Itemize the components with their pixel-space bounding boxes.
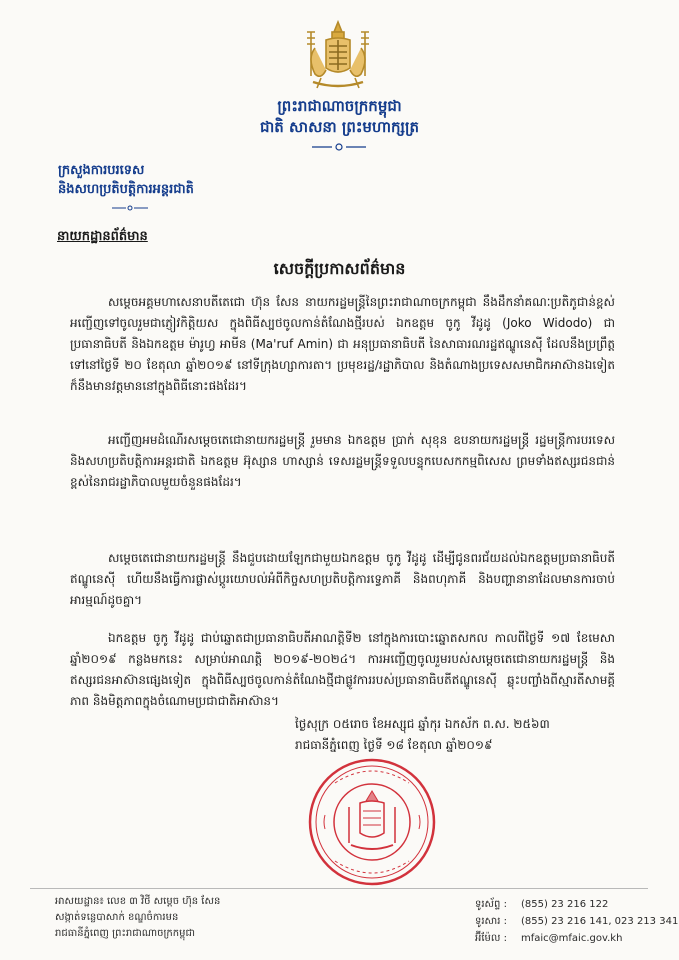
fax-row: [475, 913, 678, 930]
paragraph-1: សម្តេចអគ្គមហាសេនាបតីតេជោ ហ៊ុន សែន នាយករដ្ឋមន្ត្រីនៃព្រះរាជាណាចក្រកម្ពុជា នឹងដឹកនាំគណៈប្រតិភូជាន់ខ្ពស់អញ្ជើញទៅចូលរួមជាភ្ញៀវកិត្តិយស ក្នុងពិធីស្បថចូលកាន់តំណែងថ្មីរបស់ ឯកឧត្តម ចូកូ វីដូដូ (Joko Widodo) ជា ប្រធានាធិបតី និងឯកឧត្តម ម៉ារូហ្វ អាមីន (Ma'ruf Amin) ជា អនុប្រធានាធិបតី នៃសាធារណរដ្ឋឥណ្ឌូនេស៊ី ដែលនឹងប្រព្រឹត្តទៅនៅថ្ងៃទី ២០ ខែតុលា ឆ្នាំ២០១៩ នៅទីក្រុងហ្សាការតា។ ប្រមុខរដ្ឋ/រដ្ឋាភិបាល និងតំណាងប្រទេសសមាជិកអាស៊ានឯទៀត ក៏នឹងមានវត្តមាននៅក្នុងពិធីនោះផងដែរ។: [70, 295, 615, 393]
phone-value: (855) 23 216 122: [521, 899, 609, 910]
footer-address: [55, 894, 220, 942]
email-label: អ៊ីម៉ែល :: [475, 933, 507, 944]
ministry-name-line1: ក្រសួងការបរទេស: [58, 163, 145, 178]
address-line-1: អាសយដ្ឋាន៖ លេខ ៣ វិថី សម្តេច ហ៊ុន សែន: [55, 896, 221, 907]
divider-ornament-icon: [310, 142, 368, 152]
lunar-date: ថ្ងៃសុក្រ ០៥រោច ខែអស្សុជ ឆ្នាំកុរ ឯកស័ក ព.ស. ២៥៦៣: [295, 717, 550, 731]
ministry-divider-icon: [110, 204, 150, 212]
footer-divider: [30, 888, 648, 889]
fax-label: ទូរសារ :: [475, 916, 507, 927]
address-line-2: សង្កាត់ទន្លេបាសាក់ ខណ្ឌចំការមន: [55, 912, 179, 923]
phone-label: ទូរស័ព្ទ :: [475, 899, 507, 910]
department-name: នាយកដ្ឋានព័ត៌មាន: [57, 229, 148, 244]
paragraph-4: ឯកឧត្តម ចូកូ វីដូដូ ជាប់ឆ្នោតជាប្រធានាធិបតីអាណត្តិទី២ នៅក្នុងការបោះឆ្នោតសកល កាលពីថ្ងៃទី ១៧ ខែមេសា ឆ្នាំ២០១៩ កន្លងមកនេះ សម្រាប់អាណត្តិ ២០១៩-២០២៤។ ការអញ្ជើញចូលរួមរបស់សម្តេចតេជោនាយករដ្ឋមន្ត្រី និងឥស្សរជនអាស៊ានផ្សេងទៀត ក្នុងពិធីស្បថចូលកាន់តំណែងថ្មីជាផ្លូវការរបស់ប្រធានាធិបតីឥណ្ឌូនេស៊ី ឆ្លុះបញ្ចាំងពីស្មារតីសាមគ្គីភាព និងមិត្តភាពក្នុងចំណោមប្រជាជាតិអាស៊ាន។: [70, 631, 615, 708]
document-title: សេចក្តីប្រកាសព័ត៌មាន: [273, 259, 406, 278]
ministry-name-line2: និងសហប្រតិបត្តិការអន្តរជាតិ: [58, 182, 194, 197]
email-value[interactable]: mfaic@mfaic.gov.kh: [521, 933, 623, 944]
footer-contacts: [475, 896, 678, 947]
phone-row: [475, 896, 678, 913]
address-line-3: រាជធានីភ្នំពេញ ព្រះរាជាណាចក្រកម្ពុជា: [55, 928, 195, 939]
royal-arms-emblem-icon: [293, 18, 383, 96]
solar-date: រាជធានីភ្នំពេញ ថ្ងៃទី ១៨ ខែតុលា ឆ្នាំ២០១៩: [295, 738, 493, 752]
paragraph-3: សម្តេចតេជោនាយករដ្ឋមន្ត្រី នឹងជួបដោយឡែកជាមួយឯកឧត្តម ចូកូ វីដូដូ ដើម្បីជូនពរជ័យដល់ឯកឧត្តមប្រធានាធិបតីឥណ្ឌូនេស៊ី ហើយនឹងធ្វើការផ្លាស់ប្តូរយោបល់អំពីកិច្ចសហប្រតិបត្តិការទ្វេភាគី និងពហុភាគី និងបញ្ហានានាដែលមានការចាប់អារម្មណ៍ដូចគ្នា។: [70, 551, 615, 607]
kingdom-name: ព្រះរាជាណាចក្រកម្ពុជា: [277, 97, 402, 115]
paragraph-2: អញ្ជើញអមដំណើរសម្តេចតេជោនាយករដ្ឋមន្ត្រី រួមមាន ឯកឧត្តម ប្រាក់ សុខុន ឧបនាយករដ្ឋមន្ត្រី រដ្ឋមន្ត្រីការបរទេសនិងសហប្រតិបត្តិការអន្តរជាតិ ឯកឧត្តម អ៊ុស្សាន ហាស្សាន់ ទេសរដ្ឋមន្ត្រីទទួលបន្ទុកបេសកកម្មពិសេស ព្រមទាំងឥស្សរជនជាន់ខ្ពស់នៃរាជរដ្ឋាភិបាលមួយចំនួនផងដែរ។: [70, 433, 615, 489]
fax-value: (855) 23 216 141, 023 213 341: [521, 916, 679, 927]
ministry-seal-icon: [305, 755, 440, 890]
kingdom-motto: ជាតិ សាសនា ព្រះមហាក្សត្រ: [260, 118, 419, 136]
email-row: [475, 930, 678, 947]
